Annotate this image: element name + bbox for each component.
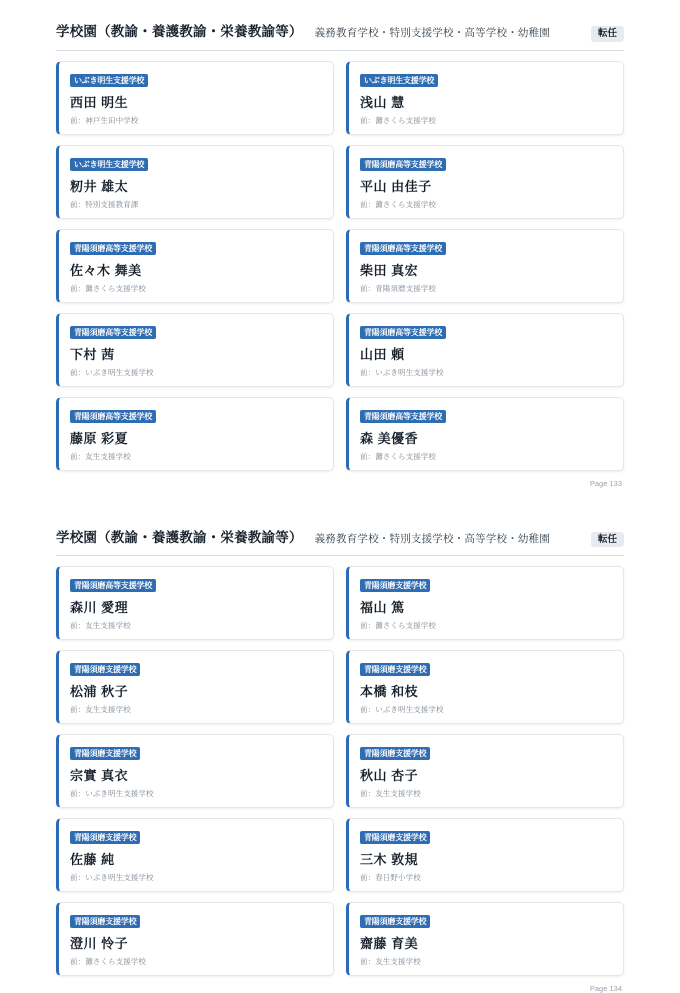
school-tag: 青陽須磨支援学校: [70, 915, 140, 928]
page-number: Page 134: [56, 984, 624, 993]
previous-assignment: 前：灘さくら支援学校: [360, 620, 613, 631]
list-item[interactable]: [346, 229, 624, 303]
person-name: 柴田 真宏: [360, 260, 613, 279]
list-item[interactable]: [346, 902, 624, 976]
school-tag: 青陽須磨高等支援学校: [70, 579, 156, 592]
page-divider: [0, 488, 680, 506]
person-name: 森川 愛理: [70, 597, 323, 616]
page-subtitle: 義務教育学校・特別支援学校・高等学校・幼稚園: [315, 25, 550, 40]
page-number: Page 133: [56, 479, 624, 488]
person-name: 山田 頼: [360, 344, 613, 363]
previous-assignment: 前：友生支援学校: [70, 620, 323, 631]
status-badge: 転任: [591, 532, 624, 548]
list-item[interactable]: [56, 818, 334, 892]
person-name: 宗實 真衣: [70, 765, 323, 784]
list-item[interactable]: [56, 397, 334, 471]
status-badge: 転任: [591, 26, 624, 42]
school-tag: いぶき明生支援学校: [70, 74, 148, 87]
list-item[interactable]: [56, 229, 334, 303]
person-name: 澄川 怜子: [70, 933, 323, 952]
school-tag: 青陽須磨支援学校: [360, 663, 430, 676]
school-tag: 青陽須磨支援学校: [360, 747, 430, 760]
page-subtitle: 義務教育学校・特別支援学校・高等学校・幼稚園: [315, 531, 550, 546]
school-tag: 青陽須磨支援学校: [70, 663, 140, 676]
person-name: 秋山 杏子: [360, 765, 613, 784]
person-name: 籾井 雄太: [70, 176, 323, 195]
previous-assignment: 前：灘さくら支援学校: [360, 115, 613, 126]
previous-assignment: 前：灘さくら支援学校: [360, 451, 613, 462]
person-name: 藤原 彩夏: [70, 428, 323, 447]
page-title: 学校園（教諭・養護教諭・栄養教諭等）: [56, 526, 303, 546]
list-item[interactable]: [346, 566, 624, 640]
school-tag: 青陽須磨支援学校: [360, 579, 430, 592]
previous-assignment: 前：友生支援学校: [70, 704, 323, 715]
previous-assignment: 前：いぶき明生支援学校: [70, 872, 323, 883]
person-name: 佐藤 純: [70, 849, 323, 868]
school-tag: 青陽須磨高等支援学校: [360, 410, 446, 423]
school-tag: 青陽須磨高等支援学校: [360, 326, 446, 339]
school-tag: 青陽須磨高等支援学校: [70, 326, 156, 339]
list-item[interactable]: [346, 650, 624, 724]
school-tag: 青陽須磨支援学校: [70, 831, 140, 844]
person-name: 松浦 秋子: [70, 681, 323, 700]
document-page: [0, 506, 680, 993]
previous-assignment: 前：いぶき明生支援学校: [360, 367, 613, 378]
list-item[interactable]: [346, 397, 624, 471]
list-item[interactable]: [56, 566, 334, 640]
person-name: 平山 由佳子: [360, 176, 613, 195]
card-grid: [56, 61, 624, 471]
list-item[interactable]: [56, 902, 334, 976]
list-item[interactable]: [346, 145, 624, 219]
person-name: 三木 敦規: [360, 849, 613, 868]
list-item[interactable]: [346, 313, 624, 387]
person-name: 西田 明生: [70, 92, 323, 111]
list-item[interactable]: [346, 818, 624, 892]
previous-assignment: 前：青陽須磨支援学校: [360, 283, 613, 294]
person-name: 下村 茜: [70, 344, 323, 363]
school-tag: いぶき明生支援学校: [70, 158, 148, 171]
list-item[interactable]: [56, 145, 334, 219]
school-tag: 青陽須磨高等支援学校: [360, 158, 446, 171]
previous-assignment: 前：特別支援教育課: [70, 199, 323, 210]
person-name: 浅山 慧: [360, 92, 613, 111]
document-page: [0, 0, 680, 488]
list-item[interactable]: [56, 734, 334, 808]
section-header: [56, 20, 624, 51]
list-item[interactable]: [346, 61, 624, 135]
person-name: 森 美優香: [360, 428, 613, 447]
school-tag: 青陽須磨支援学校: [360, 831, 430, 844]
school-tag: 青陽須磨高等支援学校: [70, 242, 156, 255]
previous-assignment: 前：いぶき明生支援学校: [70, 788, 323, 799]
list-item[interactable]: [346, 734, 624, 808]
school-tag: 青陽須磨高等支援学校: [70, 410, 156, 423]
person-name: 佐々木 舞美: [70, 260, 323, 279]
person-name: 本橋 和枝: [360, 681, 613, 700]
previous-assignment: 前：友生支援学校: [70, 451, 323, 462]
previous-assignment: 前：友生支援学校: [360, 956, 613, 967]
section-header: [56, 526, 624, 557]
previous-assignment: 前：いぶき明生支援学校: [360, 704, 613, 715]
previous-assignment: 前：春日野小学校: [360, 872, 613, 883]
school-tag: 青陽須磨支援学校: [360, 915, 430, 928]
previous-assignment: 前：いぶき明生支援学校: [70, 367, 323, 378]
previous-assignment: 前：灘さくら支援学校: [70, 956, 323, 967]
person-name: 齋藤 育美: [360, 933, 613, 952]
card-grid: [56, 566, 624, 976]
school-tag: 青陽須磨高等支援学校: [360, 242, 446, 255]
previous-assignment: 前：灘さくら支援学校: [70, 283, 323, 294]
previous-assignment: 前：友生支援学校: [360, 788, 613, 799]
list-item[interactable]: [56, 313, 334, 387]
list-item[interactable]: [56, 61, 334, 135]
person-name: 福山 篤: [360, 597, 613, 616]
school-tag: 青陽須磨支援学校: [70, 747, 140, 760]
list-item[interactable]: [56, 650, 334, 724]
school-tag: いぶき明生支援学校: [360, 74, 438, 87]
previous-assignment: 前：灘さくら支援学校: [360, 199, 613, 210]
page-title: 学校園（教諭・養護教諭・栄養教諭等）: [56, 20, 303, 40]
previous-assignment: 前：神戸生田中学校: [70, 115, 323, 126]
